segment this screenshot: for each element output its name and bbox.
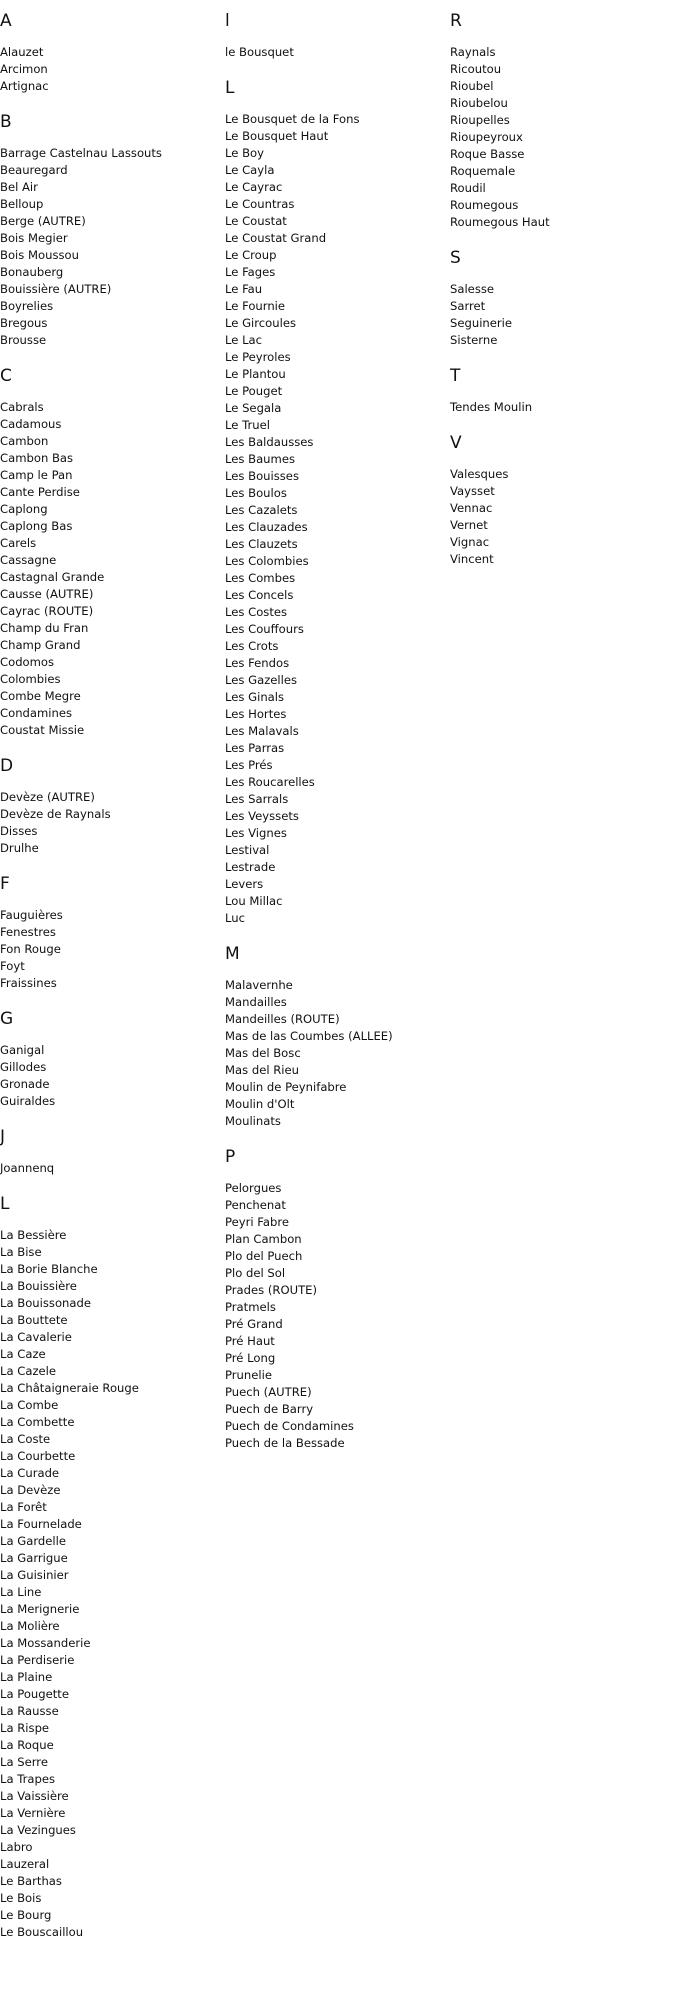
place-name-link[interactable]: Les Colombies xyxy=(225,554,309,568)
place-name-link[interactable]: Vernet xyxy=(450,518,488,532)
place-name-link[interactable]: Bregous xyxy=(0,316,48,330)
place-name-link[interactable]: Drulhe xyxy=(0,841,39,855)
place-name-link[interactable]: Rioubelou xyxy=(450,96,508,110)
place-name-link[interactable]: Condamines xyxy=(0,706,73,720)
place-name-link[interactable]: Le Fau xyxy=(225,282,263,296)
place-name-link[interactable]: Mas de las Coumbes (ALLEE) xyxy=(225,1029,393,1043)
place-name-link[interactable]: La Vernière xyxy=(0,1806,66,1820)
place-name-link[interactable]: La Bouissière xyxy=(0,1279,77,1293)
letter-section xyxy=(0,1193,225,1941)
place-name-link[interactable]: Le Peyroles xyxy=(225,350,291,364)
place-name-link[interactable]: Rioupeyroux xyxy=(450,130,523,144)
place-name-link[interactable]: Roque Basse xyxy=(450,147,525,161)
section-letter-heading: A xyxy=(0,11,12,31)
place-name-link[interactable]: Caplong Bas xyxy=(0,519,73,533)
place-name-link[interactable]: Champ Grand xyxy=(0,638,81,652)
place-name-link[interactable]: Le Pouget xyxy=(225,384,283,398)
place-name-link[interactable]: Le Barthas xyxy=(0,1874,62,1888)
section-letter-heading: B xyxy=(0,112,12,132)
section-letter-heading: l xyxy=(225,11,230,31)
place-name-link[interactable]: Cayrac (ROUTE) xyxy=(0,604,94,618)
place-name-link[interactable]: La Courbette xyxy=(0,1449,76,1463)
place-name-link[interactable]: La Trapes xyxy=(0,1772,56,1786)
letter-section xyxy=(0,1008,225,1110)
place-name-link[interactable]: La Bouissonade xyxy=(0,1296,91,1310)
place-name-link[interactable]: Le Boy xyxy=(225,146,264,160)
place-name-link[interactable]: Penchenat xyxy=(225,1198,286,1212)
place-name-link[interactable]: Arcimon xyxy=(0,62,48,76)
letter-section xyxy=(225,77,450,927)
place-name-link[interactable]: Les Baldausses xyxy=(225,435,314,449)
place-name-link[interactable]: Puech (AUTRE) xyxy=(225,1385,312,1399)
place-name-link[interactable]: La Châtaigneraie Rouge xyxy=(0,1381,139,1395)
place-name-link[interactable]: Mandeilles (ROUTE) xyxy=(225,1012,340,1026)
letter-section xyxy=(0,755,225,857)
section-letter-heading: T xyxy=(450,366,461,386)
place-name-link[interactable]: La Bouttete xyxy=(0,1313,68,1327)
place-name-link[interactable]: Roudil xyxy=(450,181,486,195)
place-name-link[interactable]: Puech de la Bessade xyxy=(225,1436,345,1450)
place-name-link[interactable]: Le Segala xyxy=(225,401,282,415)
place-name-link[interactable]: Les Bouisses xyxy=(225,469,299,483)
place-name-link[interactable]: Moulin d'Olt xyxy=(225,1097,295,1111)
place-name-link[interactable]: Vignac xyxy=(450,535,490,549)
section-letter-heading: F xyxy=(0,874,10,894)
place-name-link[interactable]: Lestrade xyxy=(225,860,276,874)
place-name-link[interactable]: Alauzet xyxy=(0,45,44,59)
letter-section xyxy=(450,365,675,416)
place-name-link[interactable]: La Line xyxy=(0,1585,42,1599)
section-letter-heading: R xyxy=(450,11,462,31)
place-name-link[interactable]: Camp le Pan xyxy=(0,468,73,482)
place-name-link[interactable]: Les Crots xyxy=(225,639,279,653)
place-name-link[interactable]: La Pougette xyxy=(0,1687,69,1701)
index-column-3 xyxy=(450,0,675,584)
place-name-link[interactable]: La Cazele xyxy=(0,1364,57,1378)
place-name-link[interactable]: La Guisinier xyxy=(0,1568,69,1582)
place-name-link[interactable]: La Garrigue xyxy=(0,1551,68,1565)
letter-section xyxy=(450,247,675,349)
section-letter-heading: P xyxy=(225,1147,236,1167)
place-name-link[interactable]: Les Parras xyxy=(225,741,285,755)
place-name-link[interactable]: Le Bousquet Haut xyxy=(225,129,329,143)
place-name-link[interactable]: Vaysset xyxy=(450,484,495,498)
place-name-link[interactable]: Sisterne xyxy=(450,333,498,347)
place-name-link[interactable]: Les Ginals xyxy=(225,690,285,704)
place-name-link[interactable]: Roumegous xyxy=(450,198,519,212)
place-name-link[interactable]: Moulinats xyxy=(225,1114,281,1128)
place-name-link[interactable]: Causse (AUTRE) xyxy=(0,587,94,601)
place-name-link[interactable]: La Molière xyxy=(0,1619,60,1633)
section-letter-heading: V xyxy=(450,433,462,453)
index-column-2 xyxy=(225,0,450,1468)
place-name-link[interactable]: Beauregard xyxy=(0,163,68,177)
place-name-link[interactable]: Les Gazelles xyxy=(225,673,298,687)
place-name-link[interactable]: Les Concels xyxy=(225,588,294,602)
place-name-link[interactable]: Pré Long xyxy=(225,1351,276,1365)
place-name-link[interactable]: Les Combes xyxy=(225,571,296,585)
place-name-link[interactable]: La Forêt xyxy=(0,1500,47,1514)
place-name-link[interactable]: Brousse xyxy=(0,333,47,347)
place-name-link[interactable]: Le Cayrac xyxy=(225,180,283,194)
place-name-link[interactable]: Tendes Moulin xyxy=(450,400,533,414)
place-name-link[interactable]: Le Plantou xyxy=(225,367,286,381)
place-name-link[interactable]: Vincent xyxy=(450,552,494,566)
place-name-link[interactable]: Le Bois xyxy=(0,1891,42,1905)
place-name-link[interactable]: Lou Millac xyxy=(225,894,283,908)
place-name-link[interactable]: Mandailles xyxy=(225,995,287,1009)
place-name-link[interactable]: Guiraldes xyxy=(0,1094,56,1108)
place-name-link[interactable]: Malavernhe xyxy=(225,978,293,992)
place-name-link[interactable]: Gillodes xyxy=(0,1060,47,1074)
place-name-link[interactable]: Lauzeral xyxy=(0,1857,50,1871)
place-name-link[interactable]: Plo del Puech xyxy=(225,1249,303,1263)
place-name-link[interactable]: le Bousquet xyxy=(225,45,294,59)
place-name-link[interactable]: Le Fournie xyxy=(225,299,286,313)
place-name-link[interactable]: Les Costes xyxy=(225,605,288,619)
place-name-link[interactable]: Les Hortes xyxy=(225,707,287,721)
section-letter-heading: C xyxy=(0,366,12,386)
place-name-link[interactable]: Carels xyxy=(0,536,37,550)
place-name-link[interactable]: Le Countras xyxy=(225,197,295,211)
place-name-link[interactable]: Raynals xyxy=(450,45,496,59)
place-name-link[interactable]: Castagnal Grande xyxy=(0,570,105,584)
section-letter-heading: M xyxy=(225,944,240,964)
place-name-link[interactable]: Labro xyxy=(0,1840,33,1854)
place-name-link[interactable]: Belloup xyxy=(0,197,44,211)
place-name-link[interactable]: Le Coustat xyxy=(225,214,287,228)
place-name-link[interactable]: Les Cazalets xyxy=(225,503,298,517)
place-name-link[interactable]: Moulin de Peynifabre xyxy=(225,1080,347,1094)
place-name-link[interactable]: Cadamous xyxy=(0,417,62,431)
place-name-link[interactable]: Colombies xyxy=(0,672,61,686)
letter-section xyxy=(0,10,225,95)
place-name-link[interactable]: Puech de Condamines xyxy=(225,1419,354,1433)
place-name-link[interactable]: La Bessière xyxy=(0,1228,67,1242)
place-name-link[interactable]: Berge (AUTRE) xyxy=(0,214,86,228)
place-name-link[interactable]: Valesques xyxy=(450,467,509,481)
place-name-link[interactable]: Boyrelies xyxy=(0,299,54,313)
index-column-1 xyxy=(0,0,225,1957)
place-name-link[interactable]: Le Bouscaillou xyxy=(0,1925,84,1939)
place-name-link[interactable]: Cambon Bas xyxy=(0,451,74,465)
place-name-link[interactable]: Bois Moussou xyxy=(0,248,79,262)
place-name-link[interactable]: Seguinerie xyxy=(450,316,513,330)
place-name-link[interactable]: La Fournelade xyxy=(0,1517,82,1531)
place-name-link[interactable]: La Rispe xyxy=(0,1721,50,1735)
place-name-link[interactable]: Le Fages xyxy=(225,265,276,279)
place-name-link[interactable]: Les Vignes xyxy=(225,826,287,840)
section-letter-heading: D xyxy=(0,756,14,776)
place-name-link[interactable]: Les Veyssets xyxy=(225,809,299,823)
place-name-link[interactable]: Devèze de Raynals xyxy=(0,807,111,821)
place-name-link[interactable]: La Roque xyxy=(0,1738,54,1752)
place-name-link[interactable]: Les Prés xyxy=(225,758,273,772)
place-name-link[interactable]: Bois Megier xyxy=(0,231,68,245)
place-name-link[interactable]: Luc xyxy=(225,911,245,925)
place-name-link[interactable]: Le Bousquet de la Fons xyxy=(225,112,360,126)
letter-section xyxy=(0,365,225,739)
place-name-link[interactable]: Les Boulos xyxy=(225,486,287,500)
place-name-link[interactable]: Pratmels xyxy=(225,1300,276,1314)
place-name-link[interactable]: Le Lac xyxy=(225,333,263,347)
place-name-link[interactable]: La Cavalerie xyxy=(0,1330,72,1344)
place-name-link[interactable]: Coustat Missie xyxy=(0,723,85,737)
letter-section xyxy=(450,10,675,231)
place-name-link[interactable]: Fenestres xyxy=(0,925,56,939)
place-name-link[interactable]: La Merignerie xyxy=(0,1602,80,1616)
place-name-link[interactable]: La Devèze xyxy=(0,1483,61,1497)
section-letter-heading: L xyxy=(225,78,235,98)
place-name-link[interactable]: Salesse xyxy=(450,282,495,296)
place-name-link[interactable]: Roquemale xyxy=(450,164,516,178)
place-name-link[interactable]: La Vaissière xyxy=(0,1789,69,1803)
place-name-link[interactable]: Cambon xyxy=(0,434,49,448)
place-name-link[interactable]: Pelorgues xyxy=(225,1181,282,1195)
place-name-link[interactable]: Fauguières xyxy=(0,908,63,922)
place-name-link[interactable]: La Caze xyxy=(0,1347,46,1361)
place-name-link[interactable]: La Serre xyxy=(0,1755,48,1769)
place-name-link[interactable]: Les Baumes xyxy=(225,452,295,466)
place-name-link[interactable]: Artignac xyxy=(0,79,49,93)
place-name-link[interactable]: Vennac xyxy=(450,501,493,515)
section-letter-heading: J xyxy=(0,1127,6,1147)
place-name-link[interactable]: Joannenq xyxy=(0,1161,55,1175)
place-name-link[interactable]: Le Coustat Grand xyxy=(225,231,327,245)
place-name-link[interactable]: Bel Air xyxy=(0,180,38,194)
place-name-link[interactable]: Lestival xyxy=(225,843,270,857)
place-name-link[interactable]: La Bise xyxy=(0,1245,42,1259)
place-name-link[interactable]: Cante Perdise xyxy=(0,485,80,499)
place-name-link[interactable]: La Curade xyxy=(0,1466,60,1480)
place-name-link[interactable]: Fraissines xyxy=(0,976,57,990)
place-name-link[interactable]: Puech de Barry xyxy=(225,1402,314,1416)
place-name-link[interactable]: Peyri Fabre xyxy=(225,1215,289,1229)
place-name-link[interactable]: La Perdiserie xyxy=(0,1653,75,1667)
place-name-link[interactable]: Bonauberg xyxy=(0,265,64,279)
place-name-link[interactable]: Mas del Rieu xyxy=(225,1063,299,1077)
section-letter-heading: S xyxy=(450,248,461,268)
place-name-link[interactable]: La Gardelle xyxy=(0,1534,66,1548)
place-name-link[interactable]: Rioubel xyxy=(450,79,494,93)
place-name-link[interactable]: La Borie Blanche xyxy=(0,1262,98,1276)
place-name-link[interactable]: Combe Megre xyxy=(0,689,81,703)
place-name-link[interactable]: Le Gircoules xyxy=(225,316,297,330)
place-name-link[interactable]: La Combette xyxy=(0,1415,75,1429)
place-name-link[interactable]: Les Fendos xyxy=(225,656,290,670)
place-name-link[interactable]: Pré Haut xyxy=(225,1334,275,1348)
place-name-link[interactable]: Les Clauzets xyxy=(225,537,298,551)
place-name-link[interactable]: Les Malavals xyxy=(225,724,299,738)
place-name-link[interactable]: Levers xyxy=(225,877,264,891)
place-name-link[interactable]: Caplong xyxy=(0,502,48,516)
place-name-link[interactable]: Le Croup xyxy=(225,248,277,262)
letter-section xyxy=(225,1146,450,1452)
place-name-link[interactable]: Le Bourg xyxy=(0,1908,52,1922)
place-name-link[interactable]: La Vezingues xyxy=(0,1823,76,1837)
place-name-link[interactable]: Ricoutou xyxy=(450,62,502,76)
place-name-link[interactable]: Champ du Fran xyxy=(0,621,89,635)
place-name-link[interactable]: Barrage Castelnau Lassouts xyxy=(0,146,162,160)
place-name-link[interactable]: Les Clauzades xyxy=(225,520,308,534)
place-name-link[interactable]: Mas del Bosc xyxy=(225,1046,301,1060)
letter-section xyxy=(450,432,675,568)
place-name-link[interactable]: Foyt xyxy=(0,959,25,973)
place-name-link[interactable]: Le Truel xyxy=(225,418,270,432)
letter-section xyxy=(225,10,450,61)
section-letter-heading: G xyxy=(0,1009,14,1029)
place-name-link[interactable]: Fon Rouge xyxy=(0,942,61,956)
place-name-link[interactable]: Pré Grand xyxy=(225,1317,283,1331)
letter-section xyxy=(225,943,450,1130)
place-name-link[interactable]: Gronade xyxy=(0,1077,50,1091)
place-name-link[interactable]: Prunelie xyxy=(225,1368,272,1382)
place-name-link[interactable]: Sarret xyxy=(450,299,486,313)
place-name-link[interactable]: Ganigal xyxy=(0,1043,45,1057)
place-name-link[interactable]: La Plaine xyxy=(0,1670,53,1684)
place-name-link[interactable]: Les Sarrals xyxy=(225,792,289,806)
letter-section xyxy=(0,873,225,992)
place-name-link[interactable]: Cassagne xyxy=(0,553,57,567)
place-name-link[interactable]: Le Cayla xyxy=(225,163,275,177)
place-name-link[interactable]: Roumegous Haut xyxy=(450,215,550,229)
place-name-link[interactable]: Bouissière (AUTRE) xyxy=(0,282,112,296)
place-name-link[interactable]: Plo del Sol xyxy=(225,1266,286,1280)
place-name-link[interactable]: Les Roucarelles xyxy=(225,775,315,789)
place-name-link[interactable]: La Coste xyxy=(0,1432,51,1446)
letter-section xyxy=(0,1126,225,1177)
place-name-link[interactable]: Prades (ROUTE) xyxy=(225,1283,317,1297)
place-name-link[interactable]: Codomos xyxy=(0,655,55,669)
place-name-link[interactable]: La Combe xyxy=(0,1398,59,1412)
place-name-link[interactable]: La Mossanderie xyxy=(0,1636,91,1650)
place-name-link[interactable]: Devèze (AUTRE) xyxy=(0,790,95,804)
place-name-link[interactable]: La Rausse xyxy=(0,1704,59,1718)
place-name-link[interactable]: Disses xyxy=(0,824,38,838)
letter-section xyxy=(0,111,225,349)
place-name-link[interactable]: Plan Cambon xyxy=(225,1232,302,1246)
place-name-link[interactable]: Rioupelles xyxy=(450,113,510,127)
place-name-link[interactable]: Les Couffours xyxy=(225,622,304,636)
section-letter-heading: L xyxy=(0,1194,10,1214)
place-name-link[interactable]: Cabrals xyxy=(0,400,44,414)
